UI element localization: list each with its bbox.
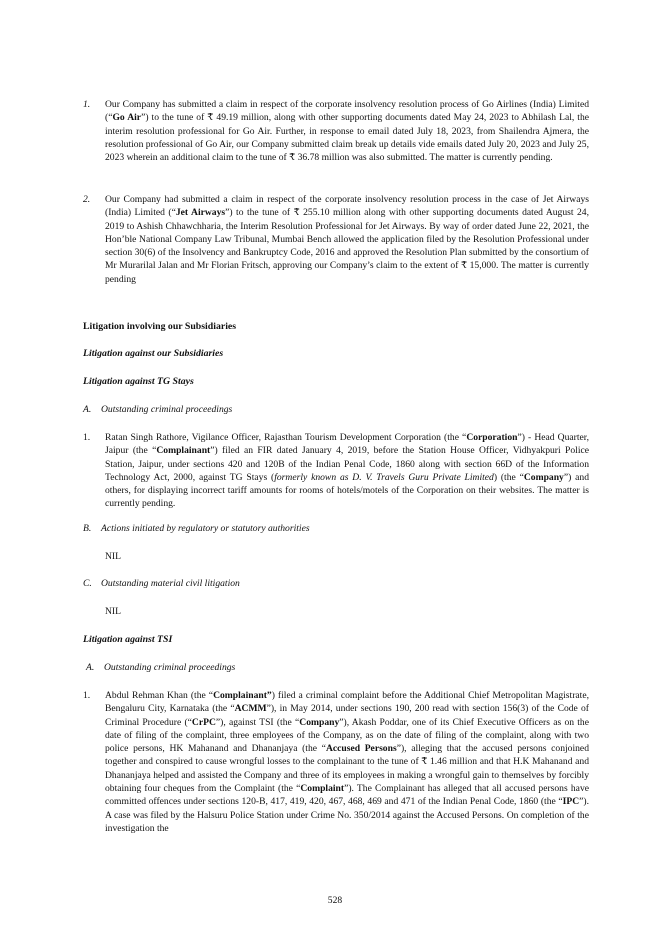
tg-stays-section-a: A. Outstanding criminal proceedings bbox=[83, 404, 233, 415]
tsi-section-a: A. Outstanding criminal proceedings bbox=[86, 662, 236, 673]
tg-stays-section-c-value: NIL bbox=[105, 606, 121, 617]
tg-stays-section-b-value: NIL bbox=[105, 551, 121, 562]
tg-stays-section-c: C. Outstanding material civil litigation bbox=[83, 578, 240, 589]
jet-airways-claim-paragraph: Our Company had submitted a claim in respect of the corporate insolvency resolution process in the case of Jet Airways (India) Limited (“Jet Airways”) to the tune of ₹ 255.10 million along with other supporting documents dated August 24, 2019 to Ashish Chhawchharia, the Interim Resolution Professional for Jet Airways. By way of order dated June 22, 2021, the Hon’ble National Company Law Tribunal, Mumbai Bench allowed the application filed by the Resolution Professional under section 30(6) of the Insolvency and Bankruptcy Code, 2016 and approved the Resolution Plan submitted by the consortium of Mr Murarilal Jalan and Mr Florian Fritsch, approving our Company’s claim to the extent of ₹ 15,000. The matter is currently pending bbox=[105, 194, 589, 285]
heading-litigation-subsidiaries: Litigation involving our Subsidiaries bbox=[83, 321, 237, 332]
tsi-criminal-paragraph: Abdul Rehman Khan (the “Complainant”) filed a criminal complaint before the Additional Chief Metropolitan Magistrate, Bengaluru City, Karnataka (the “ACMM”), in May 2014, under sections 190, 200 read with section 156(3) of the Code of Criminal Procedure (“CrPC”), against TSI (the “Company”), Akash Poddar, one of its Chief Executive Officers as on the date of filing of the complaint, three employees of the Company, as on the date of filing of the complaint, along with two police persons, HK Mahanand and Dhananjaya (the “Accused Persons”), alleging that the accused persons conjoined together and conspired to cause wrongful losses to the complainant to the tune of ₹ 1.46 million and that H.K Mahanand and Dhananjaya helped and assisted the Company and three of its employees in making a wrongful gain to themselves by forcibly obtaining four cheques from the Complaint (the “Complaint”). The Complainant has alleged that all accused persons have committed offences under sections 120-B, 417, 419, 420, 467, 468, 469 and 471 of the Indian Penal Code, 1860 (the “IPC”). A case was filed by the Halsuru Police Station under Crime No. 350/2014 against the Accused Persons. On completion of the investigation the bbox=[105, 690, 589, 834]
list-number: 1. bbox=[83, 690, 91, 701]
page-number: 528 bbox=[327, 895, 343, 906]
list-number: 2. bbox=[83, 194, 91, 205]
list-number: 1. bbox=[83, 432, 91, 443]
tg-stays-criminal-paragraph: Ratan Singh Rathore, Vigilance Officer, Rajasthan Tourism Development Corporation (the “Corporation”) - Head Quarter, Jaipur (the “Complainant”) filed an FIR dated January 4, 2019, before the Station House Officer, Vidhyakpuri Police Station, Jaipur, under sections 420 and 120B of the Indian Penal Code, 1860 along with section 66D of the Information Technology Act, 2000, against TG Stays (formerly known as D. V. Travels Guru Private Limited) (the “Company”) and others, for displaying incorrect tariff amounts for rooms of hotels/motels of the Corporation on their websites. The matter is currently pending. bbox=[105, 432, 590, 510]
heading-litigation-against-tg-stays: Litigation against TG Stays bbox=[83, 376, 194, 387]
heading-litigation-against-tsi: Litigation against TSI bbox=[83, 634, 173, 645]
heading-litigation-against-subsidiaries: Litigation against our Subsidiaries bbox=[83, 348, 224, 359]
tg-stays-section-b: B. Actions initiated by regulatory or statutory authorities bbox=[83, 523, 310, 534]
go-air-claim-paragraph: Our Company has submitted a claim in respect of the corporate insolvency resolution process of Go Airlines (India) Limited (“Go Air”) to the tune of ₹ 49.19 million, along with other supporting documents dated May 24, 2023 to Abhilash Lal, the interim resolution professional for Go Air. Further, in response to email dated July 18, 2023, from Shailendra Ajmera, the resolution professional of Go Air, our Company submitted claim break up details vide emails dated July 20, 2023 and July 25, 2023 wherein an additional claim to the tune of ₹ 36.78 million was also submitted. The matter is currently pending. bbox=[105, 99, 589, 164]
list-number: 1. bbox=[83, 99, 91, 110]
